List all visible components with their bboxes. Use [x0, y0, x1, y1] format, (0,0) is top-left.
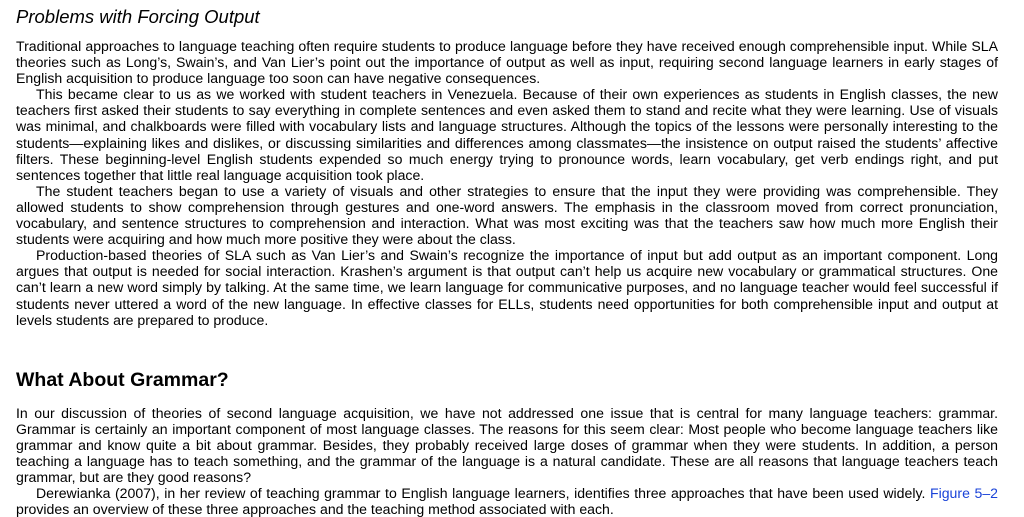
paragraph-derewianka	[16, 485, 998, 517]
paragraph-venezuela: This became clear to us as we worked with student teachers in Venezuela. Because of their own experiences as students in English classes, the new teachers first asked their students to say everything in complete sentences and even asked them to stand and recite what they were learning. Use of visuals was minimal, and chalkboards were filled with vocabulary lists and language structures. Although the topics of the lessons were personally interesting to the students—explaining likes and dislikes, or discussing similarities and differences among classmates—the insistence on output raised the students’ affective filters. These beginning-level English students expended so much energy trying to pronounce words, learn vocabulary, get verb endings right, and put sentences together that little real language acquisition took place.	[16, 86, 998, 183]
section-heading-grammar: What About Grammar?	[16, 368, 229, 391]
figure-5-2-link[interactable]: Figure 5–2	[929, 485, 998, 502]
paragraph-grammar-discussion: In our discussion of theories of second language acquisition, we have not addressed one issue that is central for many language teachers: grammar. Grammar is certainly an important component of most language classes. The reasons for this seem clear: Most people who become language teachers like grammar and know quite a bit about grammar. Besides, they probably received large doses of grammar when they were students. In addition, a person teaching a language has to teach something, and the grammar of the language is a natural candidate. These are all reasons that language teachers teach grammar, but are they good reasons?	[16, 404, 998, 486]
document-page	[16, 0, 998, 517]
paragraph-production-based: Production-based theories of SLA such as Van Lier’s and Swain’s recognize the importance of input but add output as an important component. Long argues that output is needed for social interaction. Krashen’s argument is that output can’t help us acquire new vocabulary or grammatical structures. One can’t learn a new word simply by talking. At the same time, we learn language for communicative purposes, and no language teacher would feel successful if students never uttered a word of the new language. In effective classes for ELLs, students need opportunities for both comprehensible input and output at levels students are prepared to produce.	[16, 247, 998, 328]
paragraph-derewianka-text-after: provides an overview of these three approaches and the teaching method associated with each.	[16, 501, 614, 517]
paragraph-student-teachers: The student teachers began to use a variety of visuals and other strategies to ensure that the input they were providing was comprehensible. They allowed students to show comprehension through gestures and one-word answers. The emphasis in the classroom moved from correct pronunciation, vocabulary, and sentence structures to comprehension and interaction. What was most exciting was that the teachers saw how much more English their students were acquiring and how much more positive they were about the class.	[16, 182, 998, 248]
section-heading-problems-forcing-output: Problems with Forcing Output	[16, 6, 260, 27]
paragraph-traditional-approaches: Traditional approaches to language teaching often require students to produce language before they have received enough comprehensible input. While SLA theories such as Long’s, Swain’s, and Van Lier’s point out the importance of output as well as input, requiring second language learners in early stages of English acquisition to produce language too soon can have negative consequences.	[16, 38, 998, 87]
paragraph-derewianka-text-before: Derewianka (2007), in her review of teaching grammar to English language learners, identifies three approaches that have been used widely.	[36, 485, 930, 502]
